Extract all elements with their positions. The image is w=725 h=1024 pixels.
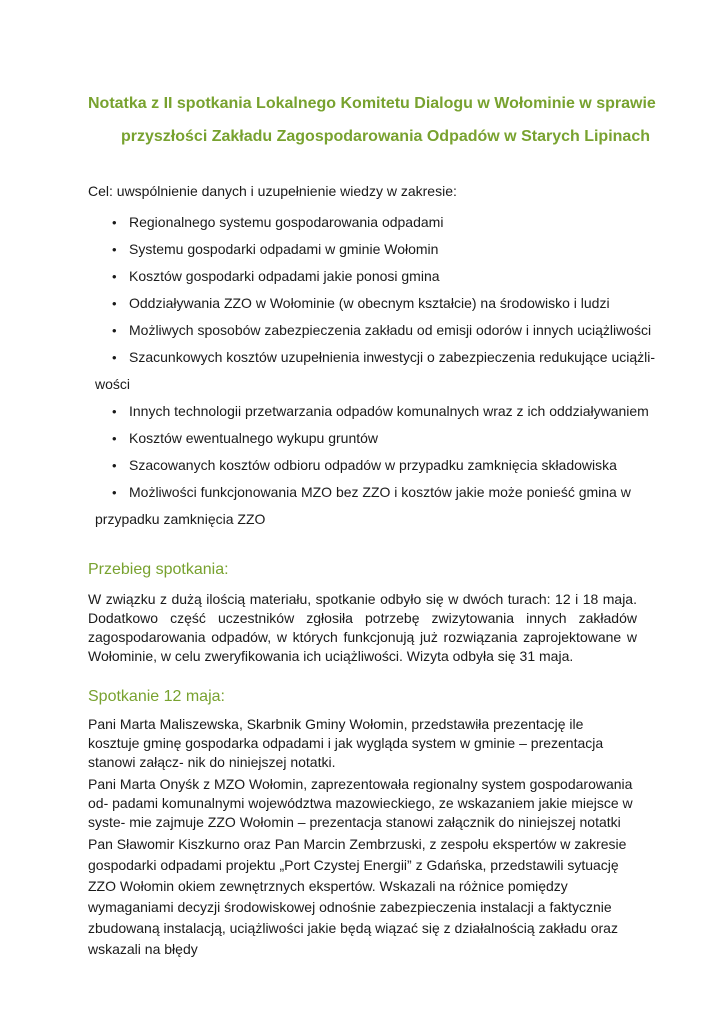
section-heading-przebieg: Przebieg spotkania: — [88, 561, 229, 578]
list-item-continuation-text: przypadku zamknięcia ZZO — [95, 511, 266, 527]
list-item-continuation-text: wości — [95, 376, 131, 392]
list-item: • Oddziaływania ZZO w Wołominie (w obecnym kształcie) na środowisko i ludzi — [112, 290, 652, 317]
list-item: • Kosztów gospodarki odpadami jakie ponosi gmina — [112, 263, 652, 290]
paragraph-onysk: Pani Marta Onyśk z MZO Wołomin, zaprezentowała regionalny system gospodarowania od- padami komunalnymi województwa mazowieckiego, ze wskazaniem jakie miejsce w syste- mie zajmuje ZZO Wołomin – prezentacja stanowi załącznik do niniejszej notatki — [88, 776, 633, 830]
list-item-continuation — [95, 506, 652, 533]
list-item-continuation — [95, 371, 652, 398]
section-paragraph-przebieg: W związku z dużą ilością materiału, spotkanie odbyło się w dwóch turach: 12 i 18 maja. Dodatkowo część uczestników zgłosiła potrzebę zwizytowania innych zakładów zagospodarowania odpadów, w których funkcjonują już rozwiązania zaprojektowane w Wołominie, w celu zweryfikowania ich uciążliwości. Wizyta odbyła się 31 maja. — [88, 591, 637, 664]
list-item: • Innych technologii przetwarzania odpadów komunalnych wraz z ich oddziaływaniem — [112, 398, 652, 425]
document-title-line2: przyszłości Zakładu Zagospodarowania Odpadów w Starych Lipinach — [121, 128, 650, 145]
list-item: • Regionalnego systemu gospodarowania odpadami — [112, 209, 652, 236]
list-item: • Systemu gospodarki odpadami w gminie Wołomin — [112, 236, 652, 263]
list-item: • Możliwości funkcjonowania MZO bez ZZO i kosztów jakie może ponieść gmina w — [112, 479, 652, 506]
list-item: • Szacunkowych kosztów uzupełnienia inwestycji o zabezpieczenia redukujące uciążli- — [112, 344, 652, 371]
paragraph-kiszkurno: Pan Sławomir Kiszkurno oraz Pan Marcin Zembrzuski, z zespołu ekspertów w zakresie gospodarki odpadami projektu „Port Czystej Energii” z Gdańska, przedstawili sytuację ZZO Wołomin okiem zewnętrznych ekspertów. Wskazali na różnice pomiędzy wymaganiami decyzji środowiskowej odnośnie zabezpieczenia instalacji a faktycznie zbudowaną instalacją, uciążliwości jakie będą wiązać się z działalnością zakładu oraz wskazali na błędy — [88, 836, 627, 957]
goal-intro: Cel: uwspólnienie danych i uzupełnienie wiedzy w zakresie: — [88, 183, 457, 199]
paragraph-maliszewska: Pani Marta Maliszewska, Skarbnik Gminy Wołomin, przedstawiła prezentację ile kosztuje gminę gospodarka odpadami i jak wygląda system w gminie – prezentacja stanowi załącz- nik do niniejszej notatki. — [88, 716, 604, 770]
list-item: • Kosztów ewentualnego wykupu gruntów — [112, 425, 652, 452]
list-item: • Szacowanych kosztów odbioru odpadów w przypadku zamknięcia składowiska — [112, 452, 652, 479]
section-heading-spotkanie: Spotkanie 12 maja: — [88, 688, 225, 705]
list-item: • Możliwych sposobów zabezpieczenia zakładu od emisji odorów i innych uciążliwości — [112, 317, 652, 344]
document-title-line1: Notatka z II spotkania Lokalnego Komitetu Dialogu w Wołominie w sprawie — [88, 95, 656, 112]
goal-list — [95, 209, 656, 533]
